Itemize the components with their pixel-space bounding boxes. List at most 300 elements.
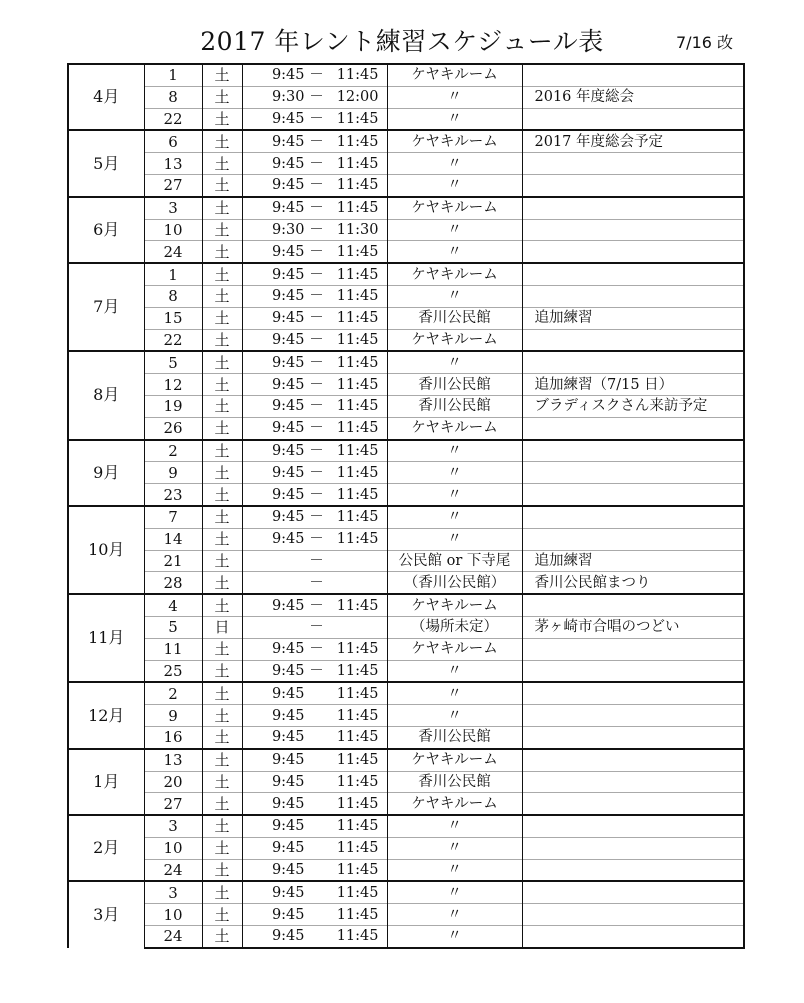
start-time: 9:45 [271, 288, 305, 305]
time-cell [242, 594, 387, 616]
start-time: 9:45 [271, 773, 305, 790]
place-cell: 〃 [387, 174, 522, 196]
schedule-row [68, 130, 744, 152]
time-cell [242, 815, 387, 837]
weekday-cell: 土 [202, 484, 242, 506]
schedule-row [68, 881, 744, 903]
weekday-cell: 土 [202, 241, 242, 263]
weekday-cell: 土 [202, 859, 242, 881]
place-cell: 〃 [387, 881, 522, 903]
time-dash: － [309, 552, 324, 569]
weekday-cell: 土 [202, 660, 242, 682]
day-cell: 3 [144, 881, 202, 903]
day-cell: 2 [144, 440, 202, 462]
end-time: 11:45 [336, 641, 379, 658]
end-time: 11:45 [336, 729, 379, 746]
day-cell: 10 [144, 837, 202, 859]
time-dash: － [309, 67, 324, 84]
start-time: 9:45 [271, 884, 305, 901]
schedule-row [68, 572, 744, 594]
place-cell: 香川公民館 [387, 771, 522, 793]
start-time: 9:45 [271, 729, 305, 746]
day-cell: 5 [144, 351, 202, 373]
schedule-row [68, 174, 744, 196]
place-cell: 香川公民館 [387, 395, 522, 417]
note-cell [522, 417, 744, 439]
start-time: 9:45 [271, 155, 305, 172]
time-cell [242, 749, 387, 771]
end-time: 11:45 [336, 597, 379, 614]
weekday-cell: 土 [202, 749, 242, 771]
schedule-row [68, 638, 744, 660]
place-cell: 公民館 or 下寺尾 [387, 550, 522, 572]
schedule-row [68, 749, 744, 771]
time-cell [242, 307, 387, 329]
time-cell [242, 417, 387, 439]
place-cell: 〃 [387, 440, 522, 462]
end-time: 11:45 [336, 288, 379, 305]
time-cell [242, 374, 387, 396]
time-dash: － [309, 177, 324, 194]
day-cell: 26 [144, 417, 202, 439]
note-cell [522, 462, 744, 484]
end-time: 11:45 [336, 155, 379, 172]
note-cell [522, 108, 744, 130]
time-dash: － [309, 486, 324, 503]
schedule-row [68, 440, 744, 462]
note-cell [522, 174, 744, 196]
end-time: 11:45 [336, 331, 379, 348]
start-time: 9:30 [271, 221, 305, 238]
schedule-row [68, 682, 744, 704]
note-cell [522, 285, 744, 307]
day-cell: 8 [144, 285, 202, 307]
place-cell: 〃 [387, 705, 522, 727]
note-cell [522, 329, 744, 351]
day-cell: 6 [144, 130, 202, 152]
time-cell [242, 329, 387, 351]
time-cell [242, 705, 387, 727]
schedule-row [68, 926, 744, 948]
note-cell [522, 528, 744, 550]
start-time: 9:45 [271, 376, 305, 393]
start-time: 9:45 [271, 420, 305, 437]
revision-note: 7/16 改 [676, 33, 734, 52]
end-time: 11:45 [336, 442, 379, 459]
time-cell [242, 219, 387, 241]
schedule-row [68, 550, 744, 572]
note-cell [522, 837, 744, 859]
note-cell: 茅ヶ崎市合唱のつどい [522, 616, 744, 638]
time-cell [242, 793, 387, 815]
start-time: 9:45 [271, 862, 305, 879]
schedule-row [68, 285, 744, 307]
schedule-row [68, 307, 744, 329]
time-cell [242, 462, 387, 484]
note-cell [522, 904, 744, 926]
start-time: 9:45 [271, 354, 305, 371]
time-cell [242, 506, 387, 528]
start-time: 9:45 [271, 531, 305, 548]
place-cell: 香川公民館 [387, 307, 522, 329]
time-dash: － [309, 310, 324, 327]
note-cell [522, 859, 744, 881]
note-cell [522, 660, 744, 682]
note-cell [522, 726, 744, 748]
note-cell [522, 506, 744, 528]
place-cell: ケヤキルーム [387, 197, 522, 219]
note-cell [522, 484, 744, 506]
note-cell [522, 153, 744, 175]
schedule-row [68, 351, 744, 373]
month-label: 12月 [68, 682, 144, 748]
month-label: 6月 [68, 197, 144, 263]
day-cell: 1 [144, 263, 202, 285]
schedule-row [68, 417, 744, 439]
time-dash: － [309, 464, 324, 481]
weekday-cell: 土 [202, 793, 242, 815]
start-time: 9:45 [271, 795, 305, 812]
start-time: 9:45 [271, 110, 305, 127]
note-cell [522, 705, 744, 727]
time-dash: － [309, 509, 324, 526]
place-cell: ケヤキルーム [387, 130, 522, 152]
time-cell [242, 660, 387, 682]
start-time: 9:45 [271, 840, 305, 857]
schedule-row [68, 484, 744, 506]
day-cell: 25 [144, 660, 202, 682]
place-cell: ケヤキルーム [387, 793, 522, 815]
time-cell [242, 726, 387, 748]
end-time: 11:45 [336, 818, 379, 835]
time-cell [242, 484, 387, 506]
end-time: 11:45 [336, 928, 379, 945]
place-cell: 〃 [387, 86, 522, 108]
time-dash: － [309, 133, 324, 150]
end-time: 11:45 [336, 266, 379, 283]
time-cell [242, 771, 387, 793]
schedule-row [68, 263, 744, 285]
time-cell [242, 64, 387, 86]
start-time: 9:45 [271, 266, 305, 283]
schedule-row [68, 771, 744, 793]
place-cell: ケヤキルーム [387, 329, 522, 351]
schedule-row [68, 616, 744, 638]
time-cell [242, 682, 387, 704]
day-cell: 9 [144, 462, 202, 484]
place-cell: 〃 [387, 484, 522, 506]
time-cell [242, 263, 387, 285]
schedule-row [68, 374, 744, 396]
time-cell [242, 616, 387, 638]
time-dash: － [309, 619, 324, 636]
note-cell [522, 749, 744, 771]
document-title: 2017 年レント練習スケジュール表 [200, 27, 604, 56]
day-cell: 27 [144, 174, 202, 196]
end-time: 11:45 [336, 354, 379, 371]
day-cell: 10 [144, 219, 202, 241]
weekday-cell: 土 [202, 197, 242, 219]
month-label: 11月 [68, 594, 144, 682]
end-time: 11:45 [336, 398, 379, 415]
schedule-row [68, 726, 744, 748]
day-cell: 24 [144, 859, 202, 881]
place-cell: 香川公民館 [387, 726, 522, 748]
day-cell: 3 [144, 815, 202, 837]
end-time: 11:45 [336, 884, 379, 901]
time-dash: － [309, 398, 324, 415]
time-cell [242, 153, 387, 175]
place-cell: ケヤキルーム [387, 749, 522, 771]
start-time: 9:45 [271, 818, 305, 835]
day-cell: 9 [144, 705, 202, 727]
time-dash: － [309, 531, 324, 548]
weekday-cell: 土 [202, 726, 242, 748]
day-cell: 13 [144, 153, 202, 175]
time-cell [242, 197, 387, 219]
time-cell [242, 241, 387, 263]
day-cell: 4 [144, 594, 202, 616]
day-cell: 27 [144, 793, 202, 815]
weekday-cell: 土 [202, 440, 242, 462]
schedule-row [68, 219, 744, 241]
day-cell: 12 [144, 374, 202, 396]
place-cell: ケヤキルーム [387, 417, 522, 439]
note-cell [522, 351, 744, 373]
month-label: 2月 [68, 815, 144, 881]
day-cell: 22 [144, 329, 202, 351]
time-dash: － [309, 288, 324, 305]
place-cell: 〃 [387, 660, 522, 682]
note-cell: ブラディスクさん来訪予定 [522, 395, 744, 417]
place-cell: 〃 [387, 859, 522, 881]
note-cell [522, 793, 744, 815]
start-time: 9:45 [271, 509, 305, 526]
schedule-table [67, 63, 745, 949]
end-time: 11:45 [336, 200, 379, 217]
day-cell: 10 [144, 904, 202, 926]
weekday-cell: 土 [202, 771, 242, 793]
schedule-row [68, 86, 744, 108]
schedule-row [68, 859, 744, 881]
weekday-cell: 土 [202, 285, 242, 307]
end-time: 11:45 [336, 531, 379, 548]
place-cell: ケヤキルーム [387, 64, 522, 86]
time-dash: － [309, 354, 324, 371]
end-time: 11:45 [336, 685, 379, 702]
day-cell: 7 [144, 506, 202, 528]
place-cell: 〃 [387, 153, 522, 175]
time-dash: － [309, 221, 324, 238]
note-cell [522, 815, 744, 837]
schedule-row [68, 506, 744, 528]
end-time: 11:45 [336, 133, 379, 150]
note-cell: 追加練習 [522, 307, 744, 329]
note-cell [522, 440, 744, 462]
weekday-cell: 土 [202, 329, 242, 351]
start-time: 9:45 [271, 928, 305, 945]
schedule-row [68, 793, 744, 815]
time-cell [242, 440, 387, 462]
day-cell: 20 [144, 771, 202, 793]
place-cell: ケヤキルーム [387, 594, 522, 616]
weekday-cell: 土 [202, 219, 242, 241]
weekday-cell: 土 [202, 837, 242, 859]
end-time: 11:45 [336, 243, 379, 260]
place-cell: 〃 [387, 241, 522, 263]
place-cell: 〃 [387, 926, 522, 948]
day-cell: 16 [144, 726, 202, 748]
time-cell [242, 528, 387, 550]
time-dash: － [309, 376, 324, 393]
start-time: 9:45 [271, 310, 305, 327]
end-time: 11:45 [336, 464, 379, 481]
place-cell: 〃 [387, 285, 522, 307]
place-cell: 〃 [387, 462, 522, 484]
weekday-cell: 土 [202, 550, 242, 572]
end-time: 11:30 [336, 221, 379, 238]
note-cell: 追加練習 [522, 550, 744, 572]
end-time: 11:45 [336, 795, 379, 812]
start-time: 9:45 [271, 597, 305, 614]
time-cell [242, 904, 387, 926]
weekday-cell: 土 [202, 351, 242, 373]
start-time: 9:45 [271, 685, 305, 702]
day-cell: 21 [144, 550, 202, 572]
time-cell [242, 351, 387, 373]
day-cell: 24 [144, 926, 202, 948]
note-cell [522, 881, 744, 903]
schedule-row [68, 660, 744, 682]
time-cell [242, 550, 387, 572]
start-time: 9:45 [271, 662, 305, 679]
weekday-cell: 土 [202, 528, 242, 550]
schedule-row [68, 705, 744, 727]
day-cell: 28 [144, 572, 202, 594]
start-time: 9:45 [271, 464, 305, 481]
start-time: 9:45 [271, 486, 305, 503]
weekday-cell: 土 [202, 638, 242, 660]
schedule-row [68, 528, 744, 550]
end-time: 11:45 [336, 420, 379, 437]
schedule-body [68, 64, 744, 948]
start-time: 9:45 [271, 707, 305, 724]
weekday-cell: 土 [202, 904, 242, 926]
place-cell: （場所未定） [387, 616, 522, 638]
schedule-row [68, 329, 744, 351]
time-dash: － [309, 155, 324, 172]
start-time: 9:45 [271, 331, 305, 348]
schedule-row [68, 241, 744, 263]
time-cell [242, 572, 387, 594]
weekday-cell: 土 [202, 108, 242, 130]
note-cell [522, 197, 744, 219]
time-dash: － [309, 574, 324, 591]
end-time: 11:45 [336, 67, 379, 84]
end-time: 11:45 [336, 310, 379, 327]
time-cell [242, 130, 387, 152]
day-cell: 8 [144, 86, 202, 108]
end-time: 11:45 [336, 752, 379, 769]
start-time: 9:45 [271, 177, 305, 194]
place-cell: 〃 [387, 219, 522, 241]
place-cell: 〃 [387, 815, 522, 837]
start-time: 9:45 [271, 398, 305, 415]
place-cell: 〃 [387, 837, 522, 859]
month-label: 5月 [68, 130, 144, 196]
schedule-row [68, 197, 744, 219]
weekday-cell: 土 [202, 705, 242, 727]
note-cell [522, 638, 744, 660]
start-time: 9:45 [271, 641, 305, 658]
weekday-cell: 土 [202, 130, 242, 152]
weekday-cell: 土 [202, 881, 242, 903]
day-cell: 22 [144, 108, 202, 130]
weekday-cell: 土 [202, 506, 242, 528]
note-cell: 2016 年度総会 [522, 86, 744, 108]
day-cell: 24 [144, 241, 202, 263]
end-time: 11:45 [336, 906, 379, 923]
schedule-row [68, 815, 744, 837]
end-time: 11:45 [336, 110, 379, 127]
time-dash: － [309, 420, 324, 437]
weekday-cell: 土 [202, 395, 242, 417]
schedule-row [68, 837, 744, 859]
time-dash: － [309, 641, 324, 658]
time-dash: － [309, 442, 324, 459]
weekday-cell: 土 [202, 263, 242, 285]
day-cell: 19 [144, 395, 202, 417]
end-time: 11:45 [336, 177, 379, 194]
schedule-row [68, 64, 744, 86]
time-cell [242, 859, 387, 881]
weekday-cell: 土 [202, 174, 242, 196]
start-time: 9:45 [271, 200, 305, 217]
time-cell [242, 285, 387, 307]
day-cell: 1 [144, 64, 202, 86]
note-cell: 追加練習（7/15 日） [522, 374, 744, 396]
note-cell [522, 594, 744, 616]
day-cell: 14 [144, 528, 202, 550]
place-cell: 〃 [387, 108, 522, 130]
end-time: 11:45 [336, 707, 379, 724]
time-cell [242, 638, 387, 660]
weekday-cell: 土 [202, 682, 242, 704]
time-dash: － [309, 266, 324, 283]
weekday-cell: 土 [202, 374, 242, 396]
time-cell [242, 926, 387, 948]
weekday-cell: 土 [202, 594, 242, 616]
place-cell: 〃 [387, 351, 522, 373]
weekday-cell: 土 [202, 307, 242, 329]
end-time: 11:45 [336, 862, 379, 879]
note-cell [522, 241, 744, 263]
weekday-cell: 土 [202, 462, 242, 484]
weekday-cell: 土 [202, 572, 242, 594]
time-dash: － [309, 331, 324, 348]
end-time: 12:00 [336, 89, 379, 106]
time-dash: － [309, 243, 324, 260]
time-cell [242, 86, 387, 108]
time-dash: － [309, 200, 324, 217]
weekday-cell: 土 [202, 815, 242, 837]
weekday-cell: 土 [202, 64, 242, 86]
end-time: 11:45 [336, 376, 379, 393]
month-label: 1月 [68, 749, 144, 815]
place-cell: 〃 [387, 682, 522, 704]
place-cell: （香川公民館） [387, 572, 522, 594]
end-time: 11:45 [336, 486, 379, 503]
